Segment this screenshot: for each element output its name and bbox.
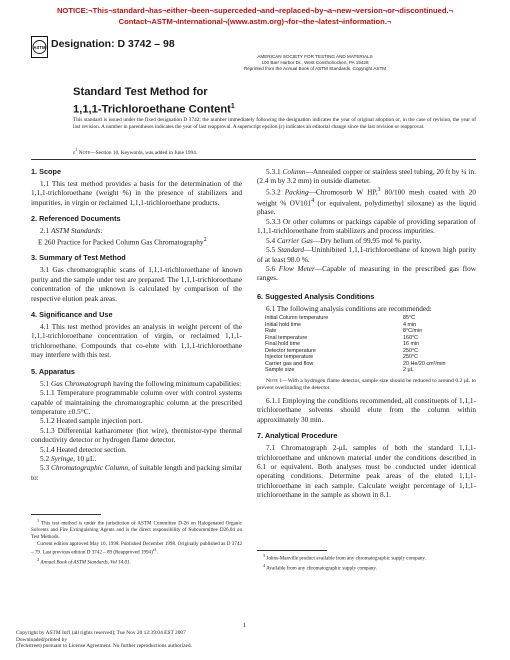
condition-row: Rate 8°C/min (265, 328, 423, 335)
note-label: Note (78, 149, 91, 156)
footnote-divider-right (257, 550, 327, 551)
notice-line-1: NOTICE:¬This¬standard¬has¬either¬been¬superceded¬and¬replaced¬by¬a¬new¬version¬or¬discontinued.¬ (56, 6, 454, 15)
para-5-1-2: 5.1.2 Heated sample injection port. (40, 416, 143, 426)
para-5-6: 5.6 Flow Meter—Capable of measuring in the prescribed gas flow ranges. (257, 263, 477, 283)
footnotes-right (257, 553, 476, 573)
page-number: 1 (243, 622, 247, 629)
reprint-notice: Reprinted from the Annual Book of ASTM Standards. Copyright ASTM (243, 66, 387, 71)
section-heading-apparatus: 5. Apparatus (31, 366, 75, 376)
note-text: —Section 10, Keywords, was added in June 1994. (90, 149, 198, 156)
para-6-1: 6.1 The following analysis conditions are recommended: (266, 303, 432, 313)
section-heading-summary: 3. Summary of Test Method (31, 253, 126, 263)
footnote-1: $^1$ This test method is under the jurisdiction of ASTM Committee D-26 on Halogenated Organic Solvents and Fire Extinguishing Agents and is the direct responsibility of Subcommittee D26.04 on Test Methods. (31, 518, 242, 540)
epsilon-symbol: ε (73, 149, 76, 156)
para-5-1-3: 5.1.3 Differential katharometer (hot wire), thermistor-type thermal conductivity detector or hydrogen flame detector. (31, 425, 242, 445)
condition-row: Initial Column temperature 85°C (265, 315, 416, 322)
section-heading-procedure: 7. Analytical Procedure (257, 431, 338, 441)
note-1: Note 1—With a hydrogen flame detector, sample size should be reduced to around 0.2 μL to prevent overloading the detector. (257, 377, 476, 391)
footnote-ref-3[interactable]: 3 (377, 186, 381, 193)
astm-logo-icon (31, 36, 48, 58)
right-column (257, 167, 476, 500)
para-5-2: 5.2 Syringe, 10 μL. (40, 453, 97, 463)
section-heading-referenced-documents: 2. Referenced Documents (31, 214, 121, 224)
footer-line-1: Copyright by ASTM Int'l (all rights reserved); Tue Nov 20 12:39:04 EST 2007 (16, 630, 186, 636)
para-1-1: 1.1 This test method provides a basis for the determination of the 1,1,1-trichloroethane (weight %) in the presence of stabilizers and impurities, in virgin or reclaimed 1,1,1-trichloroethane products. (31, 179, 242, 207)
footnote-ref-2[interactable]: 2 (203, 236, 207, 243)
footnote-1-history: Current edition approved May 10, 1998. Published December 1998. Originally published as D 3742 – 79. Last previous edition D 3742 – 89 (Reapproved 1994)$^{\varepsilon 1}$. (31, 540, 242, 556)
para-5-3-2: 5.3.2 Packing—Chromosorb W HP,$^3$ 80/100 mesh coated with 20 weight % $OV101^4$ (or equivalent, polydimethyl siloxane) as the liquid phase. (257, 186, 476, 217)
para-7-1: 7.1 Chromatograph 2-μL samples of both the standard 1,1,1-trichloroethane and unknown material under the conditions described in 6.1 or equivalent. Both analyses must be conducted under identical operating conditions. Determine peak areas of the eluted 1,1,1-trichloroethane in each sample. Calculate weight percentage of 1,1,1-trichloroethane in the sample as shown in 8.1. (257, 443, 476, 500)
footnotes-left (31, 518, 242, 568)
reference-e260: E 260 Practice for Packed Column Gas Chromatography$^2$ (38, 236, 207, 247)
condition-row: Injector temperature 250°C (265, 354, 419, 361)
para-5-1-1: 5.1.1 Temperature programmable column over with control systems capable of maintaining the chromatographic column at the prescribed temperature ±0.5°C. (31, 388, 242, 416)
publisher-address: 100 Barr Harbor Dr., West Conshohocken, PA 19428 (261, 60, 369, 65)
condition-row: Final temperature 160°C (265, 334, 419, 341)
para-6-1-1: 6.1.1 Employing the conditions recommended, all constituents of 1,1,1-trichloroethane solvents should elute from the column within approximately 30 min. (257, 396, 476, 424)
logo-text: ASTM (33, 44, 46, 50)
condition-row: Final hold time 16 min (265, 341, 420, 348)
copyright-footer (16, 630, 192, 650)
condition-row: Sample size 2 μL (265, 367, 414, 374)
section-heading-significance: 4. Significance and Use (31, 310, 113, 320)
para-5-3-3: 5.3.3 Or other columns or packings capable of providing separation of 1,1,1-trichloroethane from stabilizers and process impurities. (257, 216, 476, 236)
notice-banner (0, 5, 510, 27)
editorial-note: $\varepsilon^1$ Note—Section 10, Keywords, was added in June 1994. (73, 147, 198, 156)
designation: Designation: D 3742 – 98 (51, 38, 175, 50)
publisher-name: AMERICAN SOCIETY FOR TESTING AND MATERIALS (257, 54, 373, 59)
footnote-ref-4[interactable]: 4 (311, 197, 315, 204)
para-3-1: 3.1 Gas chromatographic scans of 1,1,1-trichloroethane of known purity and the sample under test are prepared. The 1,1,1-trichloroethane concentration of the unknown is calculated by comparison of the respective elution peak areas. (31, 265, 242, 303)
para-5-1-4: 5.1.4 Heated detector section. (40, 444, 127, 454)
document-title (73, 86, 235, 117)
footer-line-2: Downloaded/printed by (16, 636, 68, 643)
para-5-5: 5.5 Standard—Uninhibited 1,1,1-trichloroethane of known high purity of at least 98.0 %. (257, 245, 477, 264)
para-5-1: 5.1 Gas Chromatograph having the following minimum capabilities: (40, 378, 242, 388)
footer-line-3: (Techstreet) pursuant to License Agreement. No further reproductions authorized. (16, 643, 192, 649)
para-4-1: 4.1 This test method provides an analysis in weight percent of the 1,1,1-trichloroethane concentration of virgin, or reclaimed 1,1,1-trichloroethane. Compounds that co-elute with 1,1,1-trichloroethane may interfere with this test. (31, 322, 242, 360)
condition-row: Detector temperature 250°C (265, 347, 419, 354)
section-heading-scope: 1. Scope (31, 167, 62, 176)
conditions-table (265, 315, 476, 374)
section-heading-analysis-conditions: 6. Suggested Analysis Conditions (257, 291, 375, 301)
notice-line-2: Contact¬ASTM¬International¬(www.astm.org)¬for¬the¬latest¬information.¬ (118, 17, 392, 26)
para-2-1: 2.1 ASTM Standards: (40, 226, 103, 236)
para-5-3: 5.3 Chromatographic Column, of suitable length and packing similar to: (31, 463, 242, 482)
header-divider (31, 159, 476, 160)
title-footnote-ref[interactable]: 1 (230, 102, 235, 110)
footnote-4: $^4$ Available from any chromatographic supply company. (263, 563, 377, 572)
left-column (31, 167, 242, 482)
condition-row: Initial hold time 4 min (265, 321, 417, 328)
footnote-3: $^3$ Johns-Manville product available from any chromatographic supply company. (263, 553, 426, 562)
title-line-1: Standard Test Method for (73, 86, 208, 98)
footnote-2: $^2$ Annual Book of ASTM Standards, Vol 14.01. (37, 557, 131, 567)
title-line-2: 1,1,1-Trichloroethane Content$^1$ (73, 102, 235, 116)
para-5-3-1: 5.3.1 Column—Annealed copper or stainless steel tubing, 20 ft by ¼ in. (2.4 m by 3.2 mm) in outside diameter. (257, 167, 476, 186)
footnote-divider (31, 514, 101, 515)
para-5-4: 5.4 Carrier Gas—Dry helium of 99.95 mol % purity. (266, 235, 422, 245)
condition-row: Carrier gas and flow 20 He/20 cm³/min (265, 360, 446, 367)
issuance-statement: This standard is issued under the fixed designation D 3742; the number immediately following the designation indicates the year of original adoption or, in the case of revision, the year of last revision. A number in parentheses indicates the year of last reapproval. A superscript epsilon (ε) indicates an editorial change since the last revision or reapproval. (73, 117, 476, 131)
publisher-block (200, 54, 430, 72)
